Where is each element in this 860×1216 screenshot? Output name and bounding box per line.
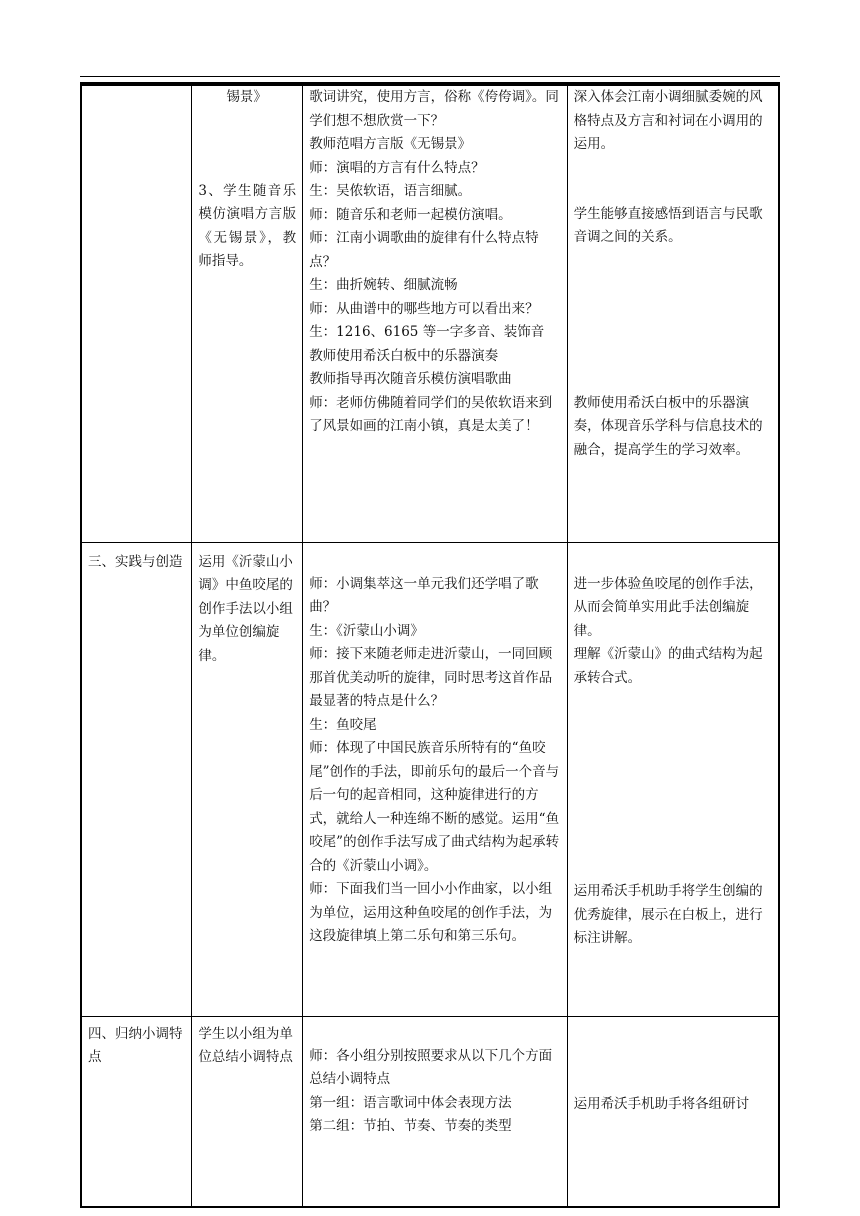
table-row: [81, 85, 779, 542]
teacher-activity-cell: [303, 542, 567, 1016]
activity-text: 3、学生随音乐模仿演唱方言版《无锡景》，教师指导。: [198, 182, 297, 269]
teacher-text: 歌词讲究，使用方言，俗称《侉侉调》。同学们想不想欣赏一下？ 教师范唱方言版《无锡景》 师：演唱的方言有什么特点？ 生：吴侬软语，语言细腻。 师：随音乐和老师一起模仿演唱。 师：江南小调歌曲的旋律有什么特点特点？ 生：曲折婉转、细腻流畅 师：从曲谱中的哪些地方可以看出来？ 生：1216、6165 等一字多音、装饰音 教师使用希沃白板中的乐器演奏 教师指导再次随音乐模仿演唱歌曲 师：老师仿佛随着同学们的吴侬软语来到了风景如画的江南小镇，真是太美了！: [309, 89, 559, 434]
student-activity-cell: [192, 85, 303, 542]
activity-text: 锡景》: [226, 89, 267, 105]
student-activity-cell: [192, 542, 303, 1016]
purpose-text: 学生能够直接感悟到语言与民歌音调之间的关系。: [573, 205, 763, 245]
purpose-cell: [567, 85, 779, 542]
student-activity-cell: [192, 1016, 303, 1207]
header-rule-thin: [80, 76, 780, 77]
activity-text: 学生以小组为单位总结小调特点: [198, 1025, 293, 1065]
teacher-text: 师：小调集萃这一单元我们还学唱了歌曲？ 生：《沂蒙山小调》 师：接下来随老师走进沂蒙山，一同回顾那首优美动听的旋律，同时思考这首作品最显著的特点是什么？ 生：鱼咬尾 师：体现了中国民族音乐所特有的“鱼咬尾”创作的手法，即前乐句的最后一个音与后一句的起音相同，这种旋律进行的方式，就给人一种连绵不断的感觉。运用“鱼咬尾”的创作手法写成了曲式结构为起承转合的《沂蒙山小调》。 师：下面我们当一回小小作曲家，以小组为单位，运用这种鱼咬尾的创作手法，为这段旋律填上第二乐句和第三乐句。: [309, 575, 560, 944]
stage-label: 四、归纳小调特点: [88, 1025, 183, 1065]
stage-cell: [81, 85, 192, 542]
stage-cell: [81, 1016, 192, 1207]
purpose-cell: [567, 542, 779, 1016]
purpose-cell: [567, 1016, 779, 1207]
teacher-text: 师：各小组分别按照要求从以下几个方面总结小调特点 第一组：语言歌词中体会表现方法 第二组：节拍、节奏、节奏的类型: [309, 1047, 553, 1134]
purpose-text: 深入体会江南小调细腻委婉的风格特点及方言和衬词在小调用的运用。: [573, 89, 763, 152]
teacher-activity-cell: [303, 85, 567, 542]
purpose-text: 运用希沃手机助手将各组研讨: [573, 1095, 750, 1112]
activity-text: 运用《沂蒙山小调》中鱼咬尾的创作手法以小组为单位创编旋律。: [198, 553, 293, 664]
table-row: [81, 542, 779, 1016]
purpose-text: 运用希沃手机助手将学生创编的优秀旋律，展示在白板上，进行标注讲解。: [573, 883, 763, 946]
stage-cell: [81, 542, 192, 1016]
purpose-text: 教师使用希沃白板中的乐器演奏，体现音乐学科与信息技术的融合，提高学生的学习效率。: [573, 394, 763, 458]
purpose-text: 进一步体验鱼咬尾的创作手法，从而会简单实用此手法创编旋律。 理解《沂蒙山》的曲式结构为起承转合式。: [573, 575, 763, 686]
lesson-plan-table: [80, 84, 780, 1208]
stage-label: 三、实践与创造: [88, 553, 183, 570]
teacher-activity-cell: [303, 1016, 567, 1207]
table-row: [81, 1016, 779, 1207]
